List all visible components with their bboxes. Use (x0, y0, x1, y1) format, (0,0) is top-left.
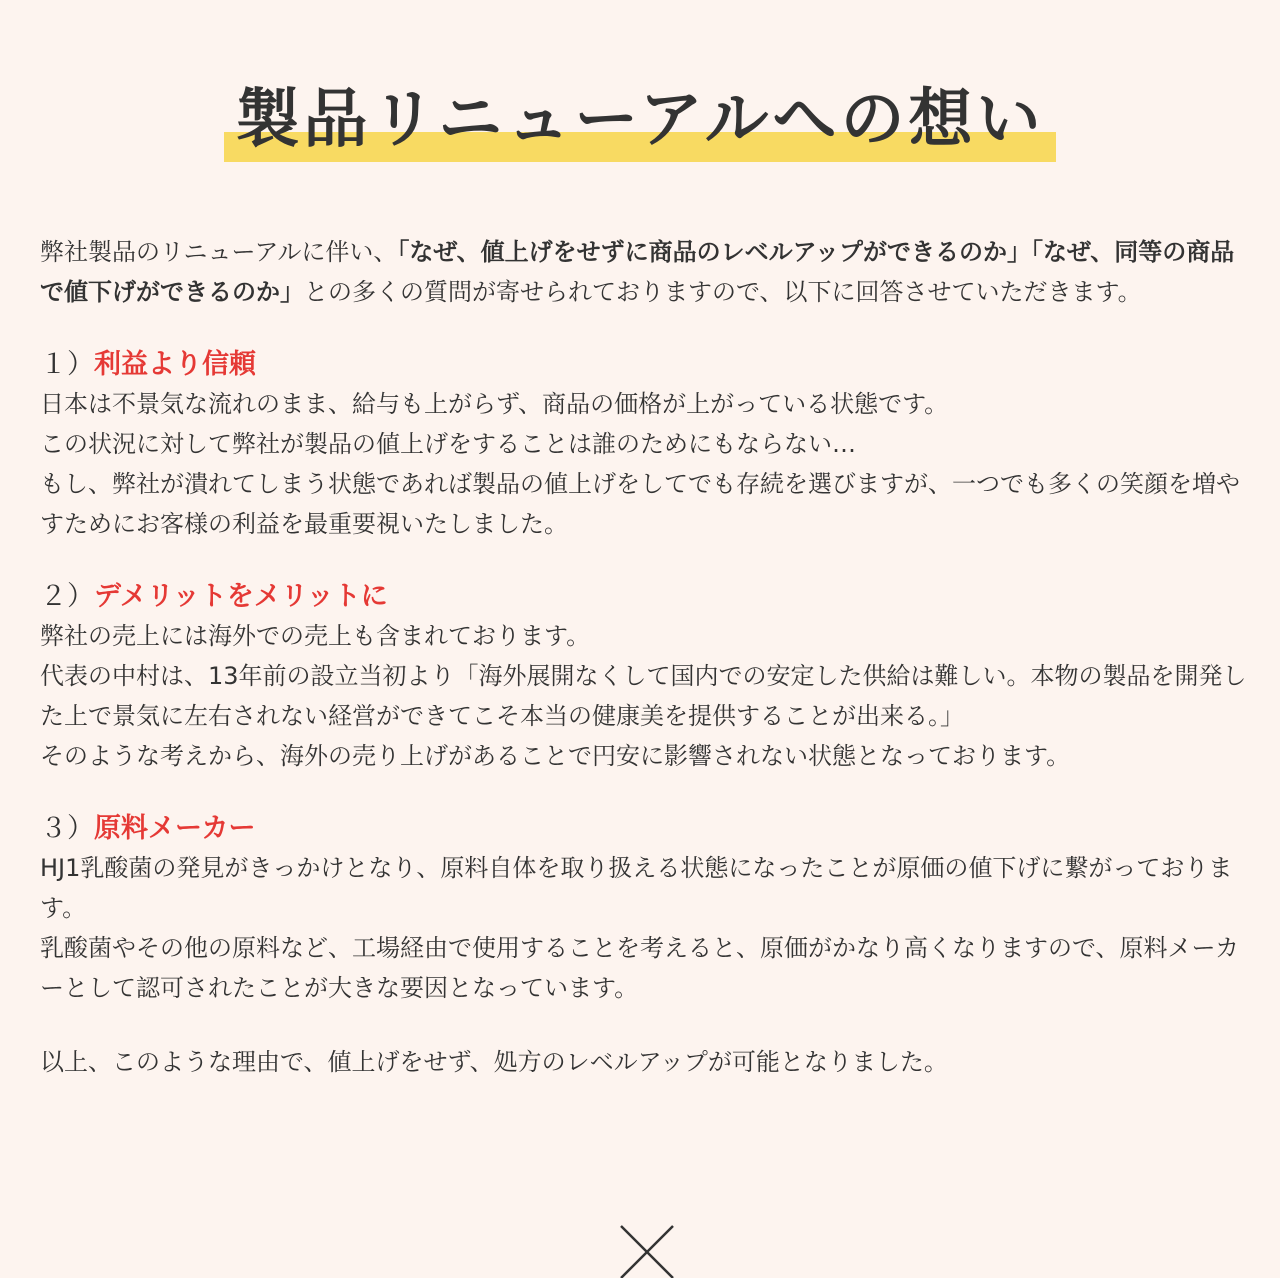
section-number: ３） (40, 813, 94, 844)
section-1 (40, 346, 1255, 544)
intro-text-after: との多くの質問が寄せられておりますので、以下に回答させていただきます。 (304, 278, 1142, 306)
section-number: １） (40, 349, 94, 380)
section-line: 日本は不景気な流れのまま、給与も上がらず、商品の価格が上がっている状態です。 (40, 390, 949, 418)
section-title: デメリットをメリットに (94, 581, 388, 612)
intro-text-before: 弊社製品のリニューアルに伴い、 (40, 238, 398, 266)
section-title: 原料メーカー (94, 813, 256, 844)
section-line: この状況に対して弊社が製品の値上げをすることは誰のためにもならない… (40, 430, 856, 458)
section-3 (40, 810, 1255, 1008)
title-block (224, 78, 1057, 162)
section-2 (40, 578, 1255, 776)
close-icon[interactable] (619, 1224, 675, 1278)
section-line: HJ1乳酸菌の発見がきっかけとなり、原料自体を取り扱える状態になったことが原価の値下げに繋がっております。 (40, 854, 1233, 922)
article-body (40, 232, 1255, 1082)
closing-paragraph: 以上、このような理由で、値上げをせず、処方のレベルアップが可能となりました。 (40, 1048, 948, 1076)
intro-bold-questions: 「なぜ、値上げをせずに商品のレベルアップができるのか」「なぜ、同等の商品で値下げができるのか」 (40, 238, 1235, 306)
page-title: 製品リニューアルへの想い (235, 82, 1045, 157)
section-number: ２） (40, 581, 94, 612)
section-heading (40, 810, 1255, 848)
section-line: 乳酸菌やその他の原料など、工場経由で使用することを考えると、原価がかなり高くなりますので、原料メーカーとして認可されたことが大きな要因となっています。 (40, 934, 1240, 1002)
section-line: 代表の中村は、13年前の設立当初より「海外展開なくして国内での安定した供給は難しい。本物の製品を開発した上で景気に左右されない経営ができてこそ本当の健康美を提供することが出来る。」 (40, 662, 1247, 730)
section-line: 弊社の売上には海外での売上も含まれております。 (40, 622, 591, 650)
section-heading (40, 578, 1255, 616)
section-title: 利益より信頼 (94, 349, 256, 380)
section-line: そのような考えから、海外の売り上げがあることで円安に影響されない状態となっております。 (40, 742, 1071, 770)
page-header (0, 78, 1280, 162)
intro-paragraph (40, 232, 1255, 312)
section-line: もし、弊社が潰れてしまう状態であれば製品の値上げをしてでも存続を選びますが、一つでも多くの笑顔を増やすためにお客様の利益を最重要視いたしました。 (40, 470, 1240, 538)
section-heading (40, 346, 1255, 384)
